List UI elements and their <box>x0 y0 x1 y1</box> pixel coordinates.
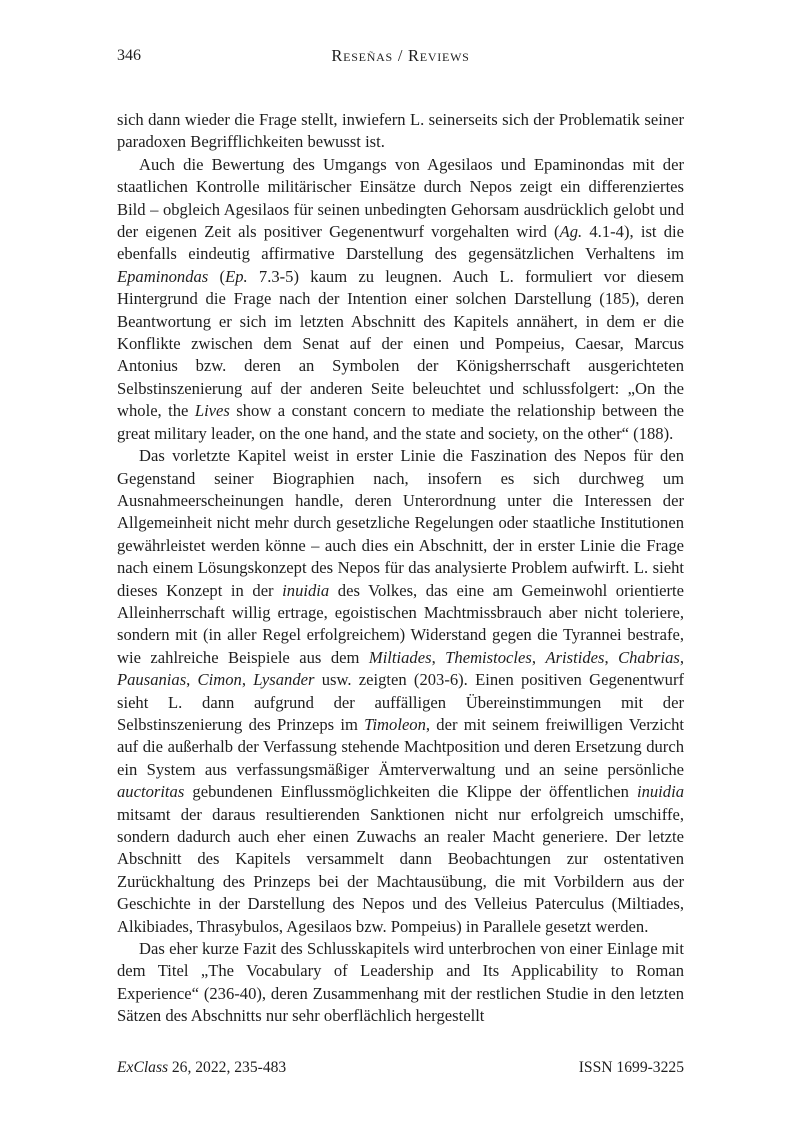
text-run: 4.1-4), ist die ebenfalls eindeutig affirmative Darstellung des gegensätzlichen Verhaltens im <box>117 222 684 264</box>
italic-text-run: Chabrias <box>618 647 680 667</box>
text-run: , <box>186 670 198 690</box>
text-run: , <box>431 647 446 667</box>
paragraph <box>117 938 684 1028</box>
paragraph <box>117 109 684 154</box>
italic-text-run: Aristides <box>545 647 605 667</box>
text-run: sich dann wieder die Frage stellt, inwiefern L. seinerseits sich der Problematik seiner paradoxen Begrifflichkeiten bewusst ist. <box>117 110 684 152</box>
italic-text-run: Themistocles <box>445 647 532 667</box>
text-run: mitsamt der daraus resultierenden Sanktionen nicht nur erfolgreich umschiffe, sondern dadurch auch eher einen Zuwachs an realer Macht generiere. Der letzte Abschnitt des Kapitels versammelt dann Beobachtungen zur ostentativen Zurückhaltung des Prinzeps bei der Machtausübung, die mit Vorbildern aus der Geschichte in der Darstellung des Nepos und des Velleius Paterculus (Miltiades, Alkibiades, Thrasybulos, Agesilaos bzw. Pompeius) in Parallele gesetzt werden. <box>117 804 684 936</box>
italic-text-run: inuidia <box>282 580 330 600</box>
text-run: Auch die Bewertung des Umgangs von Agesilaos und Epaminondas mit der staatlichen Kontrolle militärischer Einsätze durch Nepos zeigt ein differenziertes Bild – obgleich Agesilaos für seinen unbedingten Gehorsam ausdrücklich gelobt und der eigenen Zeit als positiver Gegenentwurf vorgehalten wird ( <box>117 154 684 242</box>
text-run: des Volkes, das eine am Gemeinwohl orientierte Alleinherrschaft willig ertrage, egoistischen Machtmissbrauch aber nicht toleriere, sondern mit (in aller Regel erfolgreichem) Widerstand gegen die Tyrannei bestrafe, wie zahlreiche Beispiele aus dem <box>117 580 684 667</box>
italic-text-run: Miltiades <box>368 647 432 667</box>
paragraph <box>117 445 684 938</box>
text-run: , <box>679 647 684 667</box>
text-run: usw. zeigten (203-6). Einen positiven Gegenentwurf sieht L. dann aufgrund der auffälligen Übereinstimmungen mit der Selbstinszenierung des Prinzeps im <box>117 670 685 734</box>
italic-text-run: Pausanias <box>117 670 187 690</box>
italic-text-run: Cimon <box>197 670 242 690</box>
text-run: Das eher kurze Fazit des Schlusskapitels wird unterbrochen von einer Einlage mit dem Titel „The Vocabulary of Leadership and Its Applicability to Roman Experience“ (236-40), deren Zusammenhang mit der restlichen Studie in den letzten Sätzen des Abschnitts nur sehr oberflächlich hergestellt <box>117 939 684 1026</box>
review-body-text <box>117 109 684 1028</box>
italic-text-run: Lysander <box>253 670 315 690</box>
journal-citation <box>117 1058 286 1078</box>
text-run: , <box>241 670 254 690</box>
text-run: , <box>531 647 546 667</box>
text-run: 7.3-5) kaum zu leugnen. Auch L. formuliert vor diesem Hintergrund die Frage nach der Intention einer solchen Darstellung (185), deren Beantwortung er sich im letzten Abschnitt des Kapitels annähert, in dem er die Konflikte zwischen dem Senat auf der einen und Pompeius, Caesar, Marcus Antonius bzw. deren an Symbolen der Königsherrschaft ausgerichteten Selbstinszenierung auf der anderen Seite beleuchtet und schlussfolgert: „On the whole, the <box>117 266 684 421</box>
text-run: , der mit seinem freiwilligen Verzicht auf die außerhalb der Verfassung stehende Machtposition und deren Ersetzung durch ein System aus verfassungsmäßiger Ämterverwaltung und an seine persönliche <box>117 714 684 779</box>
running-header <box>117 46 684 66</box>
italic-text-run: Lives <box>194 401 230 421</box>
paragraph <box>117 154 684 445</box>
running-title: Reseñas / Reviews <box>331 46 470 65</box>
text-run: , <box>604 647 619 667</box>
italic-text-run: Timoleon <box>364 714 426 734</box>
journal-name: ExClass <box>117 1059 169 1076</box>
text-run: gebundenen Einflussmöglichkeiten die Klippe der öffentlichen <box>184 782 637 802</box>
text-run: show a constant concern to mediate the relationship between the great military leader, on the one hand, and the state and society, on the other“ (188). <box>117 401 684 443</box>
italic-text-run: Epaminondas <box>117 266 209 286</box>
italic-text-run: inuidia <box>636 782 684 802</box>
issn: ISSN 1699-3225 <box>578 1059 684 1076</box>
page-number: 346 <box>117 47 141 64</box>
italic-text-run: Ag. <box>559 222 583 242</box>
italic-text-run: auctoritas <box>117 782 185 802</box>
volume-info: 26, 2022, 235-483 <box>171 1059 287 1076</box>
text-run: Das vorletzte Kapitel weist in erster Linie die Faszination des Nepos für den Gegenstand seiner Biographien nach, insofern es sich durchweg um Ausnahmeerscheinungen handle, deren Unterordnung unter die Interessen der Allgemeinheit nicht mehr durch gesetzliche Regelungen oder staatliche Institutionen gewährleistet werden könne – auch dies ein Abschnitt, der in erster Linie die Frage nach einem Lösungskonzept des Nepos für das analysierte Problem aufwirft. L. sieht dieses Konzept in der <box>117 446 684 600</box>
text-run: ( <box>208 266 226 286</box>
italic-text-run: Ep. <box>225 266 248 286</box>
